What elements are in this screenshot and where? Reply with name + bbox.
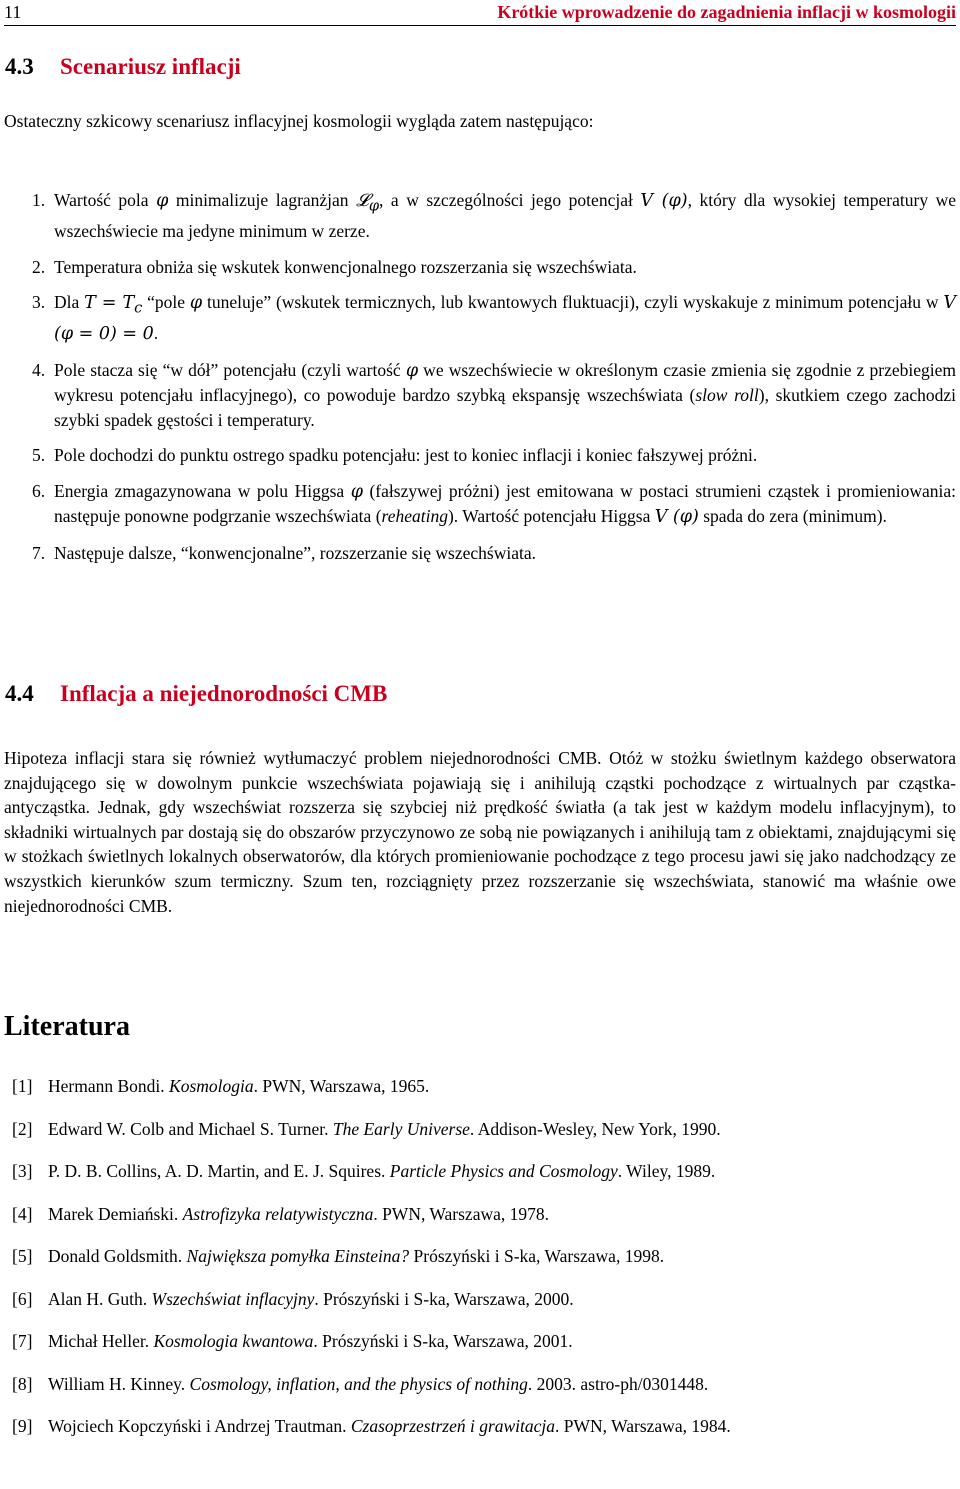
math-symbol: 𝓛: [356, 191, 369, 211]
bib-publisher: Prószyński i S-ka, Warszawa, 1998.: [409, 1246, 665, 1266]
bib-publisher: . PWN, Warszawa, 1965.: [253, 1076, 430, 1096]
item-number: 5.: [32, 445, 46, 465]
list-item: [4, 479, 956, 530]
item-text: ), skutkiem czego zachodzi szybki spadek gęstości i temperatury.: [54, 385, 957, 430]
bib-author: William H. Kinney.: [48, 1373, 190, 1394]
bib-tag: [8]: [12, 1373, 33, 1394]
item-number: 2.: [32, 256, 46, 277]
scenario-list: [4, 188, 956, 565]
item-number: 7.: [32, 542, 46, 563]
math-symbol: V (φ): [640, 191, 688, 211]
section-heading-4-3: [5, 53, 241, 81]
bib-author: Michał Heller.: [48, 1331, 154, 1351]
item-number: 6.: [32, 480, 46, 501]
bib-title: Największa pomyłka Einsteina?: [186, 1246, 410, 1266]
italic-term: slow roll: [695, 385, 759, 405]
bib-title: Wszechświat inflacyjny: [151, 1288, 315, 1309]
item-text: , a w szczególności jego potencjał: [379, 190, 641, 210]
bib-author: P. D. B. Collins, A. D. Martin, and E. J. Squires.: [48, 1161, 390, 1181]
item-text: Wartość pola: [54, 190, 157, 210]
bib-title: Cosmology, inflation, and the physics of nothing: [189, 1373, 528, 1394]
math-subscript: φ: [368, 197, 380, 215]
bib-tag: [1]: [12, 1076, 33, 1096]
bib-author: Donald Goldsmith.: [48, 1246, 187, 1266]
math-symbol: V (φ = 0) = 0: [54, 293, 956, 344]
bib-author: Alan H. Guth.: [48, 1288, 152, 1309]
item-text: (fałszywej próżni) jest emitowana w postaci strumieni cząstek i promieniowania: następuje ponowne podgrzanie wszechświata (: [54, 480, 956, 526]
section-heading-4-4: [5, 680, 387, 708]
item-text: Energia zmagazynowana w polu Higgsa: [54, 480, 351, 501]
math-symbol: φ: [405, 360, 419, 381]
item-text: Temperatura obniża się wskutek konwencjonalnego rozszerzania się wszechświata.: [54, 256, 637, 277]
bib-publisher: . PWN, Warszawa, 1978.: [373, 1203, 549, 1224]
section-number: 4.3: [5, 54, 34, 79]
math-symbol: T = T: [84, 293, 135, 313]
bib-entry: [4, 1414, 956, 1457]
bib-entry: [4, 1244, 956, 1287]
section-title: Scenariusz inflacji: [60, 54, 241, 79]
bib-publisher: . Wiley, 1989.: [617, 1161, 716, 1181]
item-text: Następuje dalsze, “konwencjonalne”, rozszerzanie się wszechświata.: [54, 542, 536, 563]
section-body: Hipoteza inflacji stara się również wytłumaczyć problem niejednorodności CMB. Otóż w stożku świetlnym każdego obserwatora znajdującego się w dowolnym punkcie wszechświata pojawiają się i anihilują cząstki pochodzące z wirtualnych par cząstka-antycząstka. Jednak, gdy wszechświat rozszerza się szybciej niż prędkość światła (a tak jest w każdym modelu inflacyjnym), to składniki wirtualnych par dostają się do obszarów przyczynowo ze sobą nie powiązanych i anihilują tam z obiektami, znajdującymi się w stożkach świetlnych lokalnych obserwatorów, dla których promieniowanie pochodzące z tego procesu jawi się jako nadchodzący ze wszystkich kierunków szum termiczny. Szum ten, rozciągnięty przez rozszerzanie się wszechświata, stanowić ma właśnie owe niejednorodności CMB.: [4, 748, 956, 916]
item-text: “pole: [142, 292, 190, 312]
bibliography-list: [4, 1074, 956, 1457]
bib-entry: [4, 1372, 956, 1415]
bib-title: Kosmologia kwantowa: [153, 1331, 314, 1351]
bib-author: Hermann Bondi.: [48, 1076, 170, 1096]
section-title: Inflacja a niejednorodności CMB: [60, 681, 388, 706]
bib-tag: [5]: [12, 1246, 33, 1266]
item-text: we wszechświecie w określonym czasie zmienia się zgodnie z przebiegiem wykresu potencjału inflacyjnego), co powoduje bardzo szybką ekspansję wszechświata (: [54, 359, 956, 405]
item-text: .: [153, 323, 159, 343]
bib-publisher: . Prószyński i S-ka, Warszawa, 2000.: [314, 1288, 574, 1309]
item-text: Pole dochodzi do punktu ostrego spadku potencjału: jest to koniec inflacji i koniec fałszywej próżni.: [54, 445, 758, 465]
bib-author: Marek Demiański.: [48, 1203, 183, 1224]
bib-entry: [4, 1159, 956, 1202]
bib-title: Astrofizyka relatywistyczna: [182, 1203, 374, 1224]
list-item: [4, 443, 956, 468]
bib-publisher: . 2003. astro-ph/0301448.: [527, 1373, 709, 1394]
bib-title: The Early Universe: [332, 1118, 470, 1139]
bib-entry: [4, 1117, 956, 1160]
bib-title: Czasoprzestrzeń i grawitacja: [350, 1416, 556, 1436]
item-number: 3.: [32, 292, 46, 312]
list-item: [4, 188, 956, 244]
bibliography-heading: Literatura: [4, 1011, 130, 1042]
bib-tag: [6]: [12, 1288, 33, 1309]
bib-title: Kosmologia: [169, 1076, 254, 1096]
item-number: 4.: [32, 359, 46, 380]
list-item: [4, 541, 956, 566]
math-symbol: V (φ): [654, 507, 699, 527]
bib-entry: [4, 1202, 956, 1245]
bib-publisher: . Prószyński i S-ka, Warszawa, 2001.: [313, 1331, 573, 1351]
item-text: spada do zera (minimum).: [698, 506, 887, 526]
item-text: Pole stacza się “w dół” potencjału (czyli wartość: [54, 359, 406, 380]
bib-publisher: . Addison-Wesley, New York, 1990.: [469, 1118, 721, 1139]
section-number: 4.4: [5, 681, 34, 706]
math-subscript: c: [134, 299, 143, 317]
bib-publisher: . PWN, Warszawa, 1984.: [555, 1416, 731, 1436]
item-text: tuneluje” (wskutek termicznych, lub kwantowych fluktuacji), czyli wyskakuje z minimum potencjału w: [202, 292, 944, 312]
item-text: Dla: [54, 292, 85, 312]
bib-author: Edward W. Colb and Michael S. Turner.: [48, 1118, 333, 1139]
item-text: minimalizuje lagranżjan: [168, 190, 357, 210]
bib-entry: [4, 1329, 956, 1372]
section-intro: Ostateczny szkicowy scenariusz inflacyjnej kosmologii wygląda zatem następująco:: [4, 111, 594, 131]
math-symbol: φ: [156, 191, 169, 211]
item-text: , który dla wysokiej temperatury we wszechświecie ma jedyne minimum w zerze.: [54, 190, 956, 241]
bib-entry: [4, 1287, 956, 1330]
item-number: 1.: [32, 190, 46, 210]
page-number: 11: [4, 2, 22, 22]
bib-entry: [4, 1074, 956, 1117]
page-header: [4, 0, 956, 26]
list-item: [4, 358, 956, 433]
bib-author: Wojciech Kopczyński i Andrzej Trautman.: [48, 1416, 351, 1436]
bib-tag: [4]: [12, 1203, 33, 1224]
running-title: Krótkie wprowadzenie do zagadnienia inflacji w kosmologii: [497, 2, 956, 22]
bib-title: Particle Physics and Cosmology: [389, 1161, 618, 1181]
list-item: [4, 290, 956, 347]
italic-term: reheating: [381, 506, 448, 526]
math-symbol: φ: [189, 293, 203, 313]
bib-tag: [7]: [12, 1331, 33, 1351]
bib-tag: [9]: [12, 1416, 33, 1436]
math-symbol: φ: [350, 481, 363, 502]
list-item: [4, 255, 956, 280]
bib-tag: [3]: [12, 1161, 33, 1181]
item-text: ). Wartość potencjału Higgsa: [447, 506, 655, 526]
bib-tag: [2]: [12, 1118, 33, 1139]
header-rule: [4, 25, 956, 26]
